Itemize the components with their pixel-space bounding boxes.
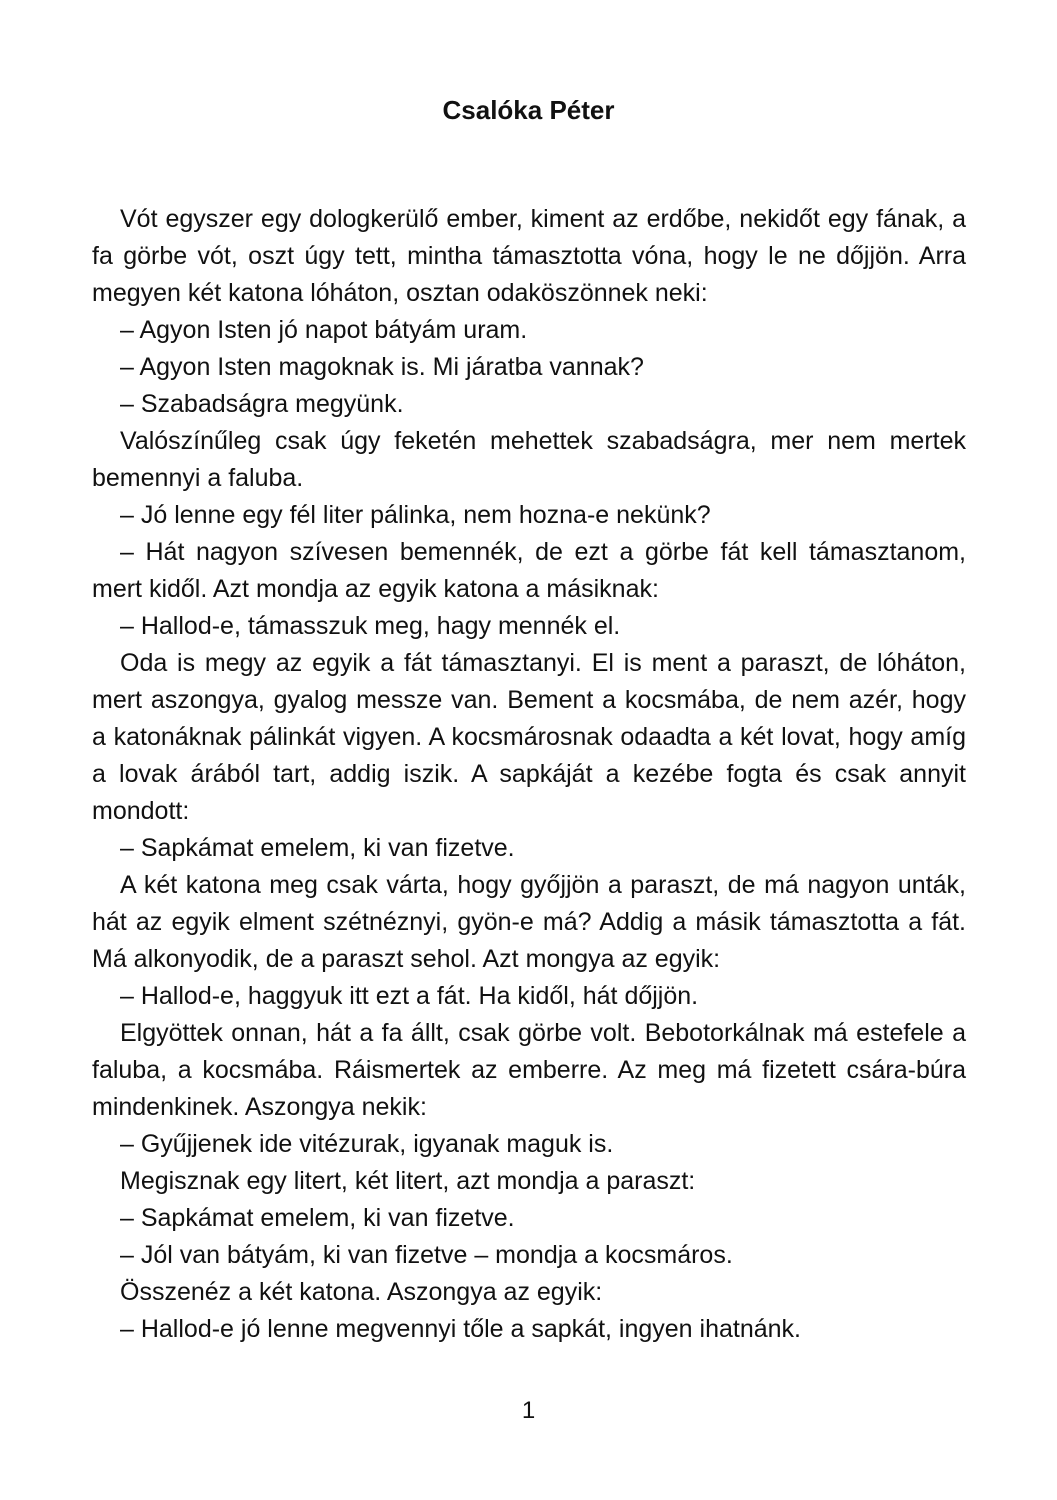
- paragraph: A két katona meg csak várta, hogy győjjön a paraszt, de má nagyon unták, hát az egyik elment szétnéznyi, gyön-e má? Addig a másik támasztotta a fát. Má alkonyodik, de a paraszt sehol. Azt mongya az egyik:: [92, 871, 966, 973]
- paragraph: Oda is megy az egyik a fát támasztanyi. El is ment a paraszt, de lóháton, mert aszongya, gyalog messze van. Bement a kocsmába, de nem azér, hogy a katonáknak pálinkát vigyen. A kocsmárosnak odaadta a két lovat, hogy amíg a lovak árából tart, addig iszik. A sapkáját a kezébe fogta és csak annyit mondott:: [92, 649, 966, 825]
- paragraph: – Agyon Isten jó napot bátyám uram.: [120, 316, 528, 344]
- paragraph: – Sapkámat emelem, ki van fizetve.: [120, 1204, 515, 1232]
- paragraph: Összenéz a két katona. Aszongya az egyik:: [120, 1278, 603, 1306]
- paragraph: Megisznak egy litert, két litert, azt mondja a paraszt:: [120, 1167, 696, 1195]
- paragraph: – Jó lenne egy fél liter pálinka, nem hozna-e nekünk?: [120, 501, 711, 529]
- paragraph: Valószínűleg csak úgy feketén mehettek szabadságra, mer nem mertek bemennyi a faluba.: [92, 427, 966, 492]
- paragraph: – Gyűjjenek ide vitézurak, igyanak maguk is.: [120, 1130, 614, 1158]
- paragraph: – Jól van bátyám, ki van fizetve – mondja a kocsmáros.: [120, 1241, 733, 1269]
- paragraph: – Hallod-e, támasszuk meg, hagy mennék el.: [120, 612, 621, 640]
- paragraph: – Hallod-e, haggyuk itt ezt a fát. Ha kidől, hát dőjjön.: [120, 982, 699, 1010]
- story-text: [92, 201, 966, 1348]
- page-number: 1: [521, 1397, 536, 1424]
- paragraph: Vót egyszer egy dologkerülő ember, kiment az erdőbe, nekidőt egy fának, a fa görbe vót, oszt úgy tett, mintha támasztotta vóna, hogy le ne dőjjön. Arra megyen két katona lóháton, osztan odaköszönnek neki:: [92, 205, 966, 307]
- page-title: Csalóka Péter: [442, 95, 615, 125]
- paragraph: – Szabadságra megyünk.: [120, 390, 404, 418]
- paragraph: – Sapkámat emelem, ki van fizetve.: [120, 834, 515, 862]
- paragraph: – Agyon Isten magoknak is. Mi járatba vannak?: [120, 353, 644, 381]
- paragraph: – Hallod-e jó lenne megvennyi tőle a sapkát, ingyen ihatnánk.: [120, 1315, 801, 1343]
- paragraph: Elgyöttek onnan, hát a fa állt, csak görbe volt. Bebotorkálnak má estefele a faluba, a kocsmába. Ráismertek az emberre. Az meg má fizetett csára-búra mindenkinek. Aszongya nekik:: [92, 1019, 966, 1121]
- paragraph: – Hát nagyon szívesen bemennék, de ezt a görbe fát kell támasztanom, mert kidől. Azt mondja az egyik katona a másiknak:: [92, 538, 966, 603]
